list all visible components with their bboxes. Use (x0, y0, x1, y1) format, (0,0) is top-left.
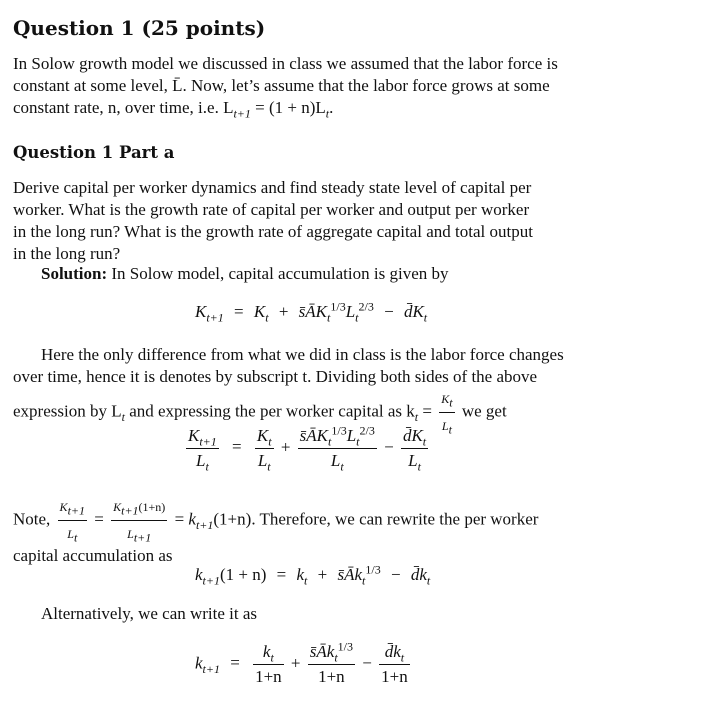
part-line-3: in the long run? What is the growth rate of aggregate capital and total output (13, 222, 533, 241)
part-line-4: in the long run? (13, 244, 121, 263)
intro-line-1: In Solow growth model we discussed in class we assumed that the labor force is (13, 54, 558, 73)
note-line-1: Note, $\frac{Kt+1}{Lt}$ = $\frac{Kt+1(1+n)}{Lt+1}$ = $k_{t+1}(1+n)$. Therefore, we can rewrite the per worker (13, 496, 633, 545)
note-paragraph (13, 496, 633, 567)
equation-divided: $\frac{K_{t+1}}{L_t}$ = $\frac{K_t}{L_t}$ + $\frac{s̄ĀK_t^{1/3}L_t^{2/3}}{L_t}$ − $\frac{d̄K_t}{L_t}$ (188, 423, 427, 474)
explanation-line-3: expression by $L_t$ and expressing the per worker capital as $k_t$ = $\frac{Kt}{Lt}$ we get (13, 388, 633, 437)
explanation-line-1: Here the only difference from what we did in class is the labor force changes (41, 345, 564, 364)
intro-line-3: constant rate, n, over time, i.e. $L_{t+1} = (1 + n)L_t$. (13, 98, 334, 121)
question-title: Question 1 (25 points) (13, 16, 266, 40)
explanation-paragraph (13, 344, 633, 437)
equation-alternative: $k_{t+1}$ = $\frac{k_t}{1+n}$ + $\frac{s̄Āk_t^{1/3}}{1+n}$ − $\frac{d̄k_t}{1+n}$ (195, 639, 408, 686)
intro-paragraph (13, 53, 633, 119)
intro-line-2: constant at some level, L̄. Now, let’s assume that the labor force grows at some (13, 76, 550, 95)
alternative-text: Alternatively, we can write it as (41, 604, 258, 623)
frac-kt-def: $\frac{Kt}{Lt}$ (439, 388, 454, 437)
explanation-line-2: over time, hence it is denotes by subscript t. Dividing both sides of the above (13, 367, 538, 386)
part-line-1: Derive capital per worker dynamics and find steady state level of capital per (13, 178, 532, 197)
note-line-2: capital accumulation as (13, 546, 173, 565)
equation-capital-accumulation: $K_{t+1} = K_t$ + $s̄ĀK_t^{1/3}L_t^{2/3}$ − $d̄K_t$ (195, 299, 428, 325)
solution-label: Solution: (41, 264, 108, 283)
solution-intro: Solution: In Solow model, capital accumulation is given by (41, 264, 449, 283)
equation-per-worker: $k_{t+1}(1 + n) = k_t$ + $s̄Āk_t^{1/3}$ − $d̄k_t$ (195, 562, 431, 588)
part-paragraph (13, 177, 633, 265)
part-title: Question 1 Part a (13, 143, 175, 162)
part-line-2: worker. What is the growth rate of capital per worker and output per worker (13, 200, 530, 219)
